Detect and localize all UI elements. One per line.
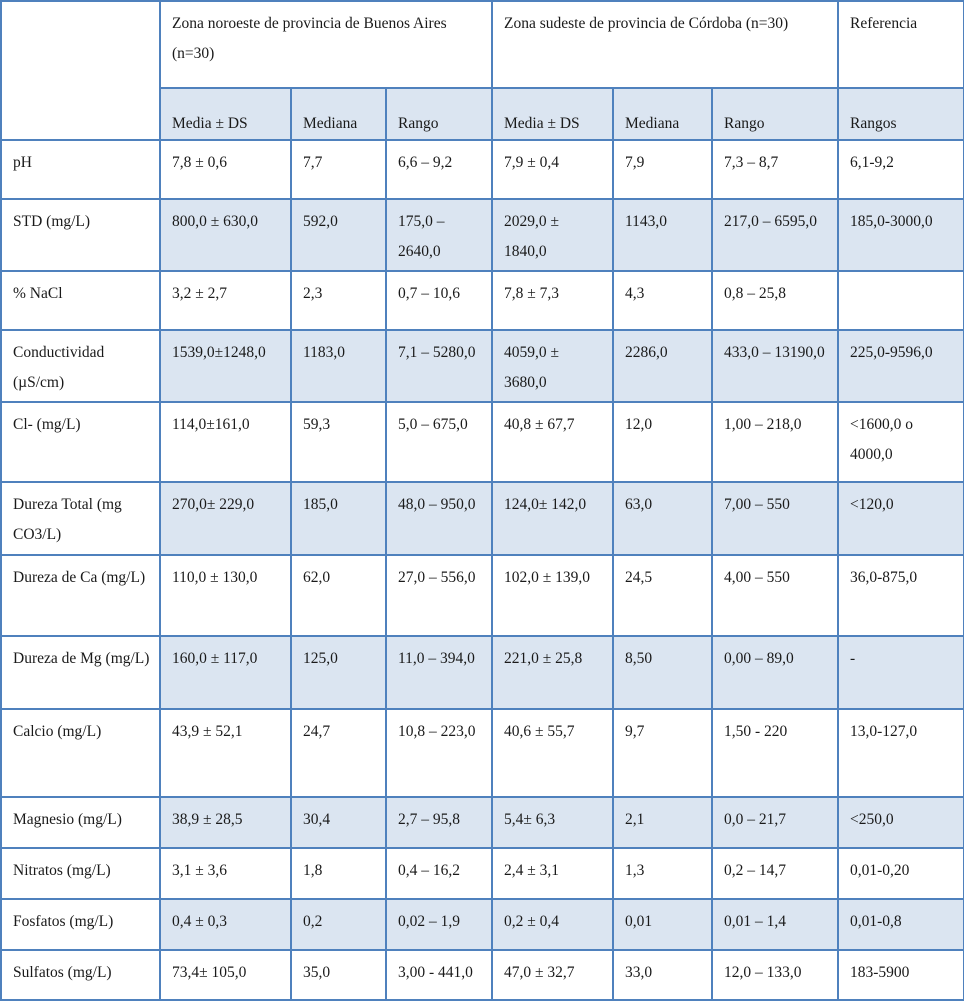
cell-co-mediana: 2,1 <box>613 797 712 848</box>
cell-ba-rango: 3,00 - 441,0 <box>386 950 492 1000</box>
row-label: % NaCl <box>1 271 160 330</box>
cell-co-media: 2029,0 ± 1840,0 <box>492 199 613 271</box>
cell-ba-media: 73,4± 105,0 <box>160 950 291 1000</box>
row-label: Magnesio (mg/L) <box>1 797 160 848</box>
table-row <box>1 709 964 797</box>
cell-ba-rango: 7,1 – 5280,0 <box>386 330 492 402</box>
subheader-ref-rangos: Rangos <box>838 88 964 140</box>
cell-ba-rango: 27,0 – 556,0 <box>386 555 492 636</box>
cell-co-media: 5,4± 6,3 <box>492 797 613 848</box>
cell-ba-mediana: 30,4 <box>291 797 386 848</box>
cell-co-rango: 1,00 – 218,0 <box>712 402 838 482</box>
cell-co-media: 40,6 ± 55,7 <box>492 709 613 797</box>
cell-co-mediana: 12,0 <box>613 402 712 482</box>
row-label: Calcio (mg/L) <box>1 709 160 797</box>
cell-co-rango: 7,00 – 550 <box>712 482 838 555</box>
table-row <box>1 899 964 950</box>
cell-co-rango: 1,50 - 220 <box>712 709 838 797</box>
row-label: Cl- (mg/L) <box>1 402 160 482</box>
cell-co-rango: 0,0 – 21,7 <box>712 797 838 848</box>
cell-ref <box>838 271 964 330</box>
cell-ba-mediana: 0,2 <box>291 899 386 950</box>
row-label: Fosfatos (mg/L) <box>1 899 160 950</box>
cell-ba-rango: 11,0 – 394,0 <box>386 636 492 709</box>
subheader-co-media: Media ± DS <box>492 88 613 140</box>
cell-co-mediana: 1,3 <box>613 848 712 899</box>
cell-co-mediana: 0,01 <box>613 899 712 950</box>
cell-ba-mediana: 7,7 <box>291 140 386 199</box>
cell-ba-rango: 10,8 – 223,0 <box>386 709 492 797</box>
table-row <box>1 636 964 709</box>
table-row <box>1 555 964 636</box>
cell-ba-media: 38,9 ± 28,5 <box>160 797 291 848</box>
cell-ba-media: 43,9 ± 52,1 <box>160 709 291 797</box>
subheader-ba-rango: Rango <box>386 88 492 140</box>
cell-ba-rango: 48,0 – 950,0 <box>386 482 492 555</box>
cell-co-mediana: 2286,0 <box>613 330 712 402</box>
cell-ref: 183-5900 <box>838 950 964 1000</box>
cell-ba-rango: 2,7 – 95,8 <box>386 797 492 848</box>
cell-ba-media: 160,0 ± 117,0 <box>160 636 291 709</box>
cell-ba-media: 800,0 ± 630,0 <box>160 199 291 271</box>
cell-ba-rango: 0,7 – 10,6 <box>386 271 492 330</box>
cell-co-media: 7,8 ± 7,3 <box>492 271 613 330</box>
cell-co-media: 0,2 ± 0,4 <box>492 899 613 950</box>
cell-co-rango: 0,8 – 25,8 <box>712 271 838 330</box>
cell-ref: <1600,0 o 4000,0 <box>838 402 964 482</box>
cell-co-media: 4059,0 ± 3680,0 <box>492 330 613 402</box>
cell-co-rango: 0,01 – 1,4 <box>712 899 838 950</box>
cell-co-mediana: 9,7 <box>613 709 712 797</box>
subheader-ba-mediana: Mediana <box>291 88 386 140</box>
cell-co-mediana: 4,3 <box>613 271 712 330</box>
cell-ba-media: 0,4 ± 0,3 <box>160 899 291 950</box>
cell-co-media: 40,8 ± 67,7 <box>492 402 613 482</box>
table-row <box>1 330 964 402</box>
cell-ref: 225,0-9596,0 <box>838 330 964 402</box>
cell-co-mediana: 24,5 <box>613 555 712 636</box>
cell-ba-media: 7,8 ± 0,6 <box>160 140 291 199</box>
cell-ref: 0,01-0,8 <box>838 899 964 950</box>
row-label: Conductividad (µS/cm) <box>1 330 160 402</box>
cell-ref: - <box>838 636 964 709</box>
cell-ba-media: 110,0 ± 130,0 <box>160 555 291 636</box>
cell-co-media: 124,0± 142,0 <box>492 482 613 555</box>
cell-co-rango: 7,3 – 8,7 <box>712 140 838 199</box>
cell-ref: 0,01-0,20 <box>838 848 964 899</box>
cell-ba-rango: 175,0 – 2640,0 <box>386 199 492 271</box>
table-row <box>1 950 964 1000</box>
table-row <box>1 140 964 199</box>
row-label: Dureza de Mg (mg/L) <box>1 636 160 709</box>
table-row <box>1 482 964 555</box>
cell-ba-mediana: 1,8 <box>291 848 386 899</box>
cell-co-rango: 4,00 – 550 <box>712 555 838 636</box>
cell-co-rango: 433,0 – 13190,0 <box>712 330 838 402</box>
row-label: STD (mg/L) <box>1 199 160 271</box>
cell-co-rango: 0,2 – 14,7 <box>712 848 838 899</box>
cell-ba-mediana: 592,0 <box>291 199 386 271</box>
cell-co-rango: 0,00 – 89,0 <box>712 636 838 709</box>
row-label: Nitratos (mg/L) <box>1 848 160 899</box>
header-referencia: Referencia <box>838 1 964 88</box>
cell-ref: 36,0-875,0 <box>838 555 964 636</box>
cell-ref: 13,0-127,0 <box>838 709 964 797</box>
table-row <box>1 271 964 330</box>
cell-ba-mediana: 185,0 <box>291 482 386 555</box>
cell-ba-mediana: 35,0 <box>291 950 386 1000</box>
subheader-ba-media: Media ± DS <box>160 88 291 140</box>
cell-co-mediana: 33,0 <box>613 950 712 1000</box>
row-label: Sulfatos (mg/L) <box>1 950 160 1000</box>
cell-ref: <120,0 <box>838 482 964 555</box>
row-label: Dureza de Ca (mg/L) <box>1 555 160 636</box>
table-row <box>1 848 964 899</box>
cell-ba-rango: 0,02 – 1,9 <box>386 899 492 950</box>
cell-co-mediana: 7,9 <box>613 140 712 199</box>
row-label: Dureza Total (mg CO3/L) <box>1 482 160 555</box>
cell-co-media: 221,0 ± 25,8 <box>492 636 613 709</box>
table-row <box>1 797 964 848</box>
table-row <box>1 402 964 482</box>
cell-co-mediana: 1143,0 <box>613 199 712 271</box>
subheader-co-rango: Rango <box>712 88 838 140</box>
cell-ba-media: 3,2 ± 2,7 <box>160 271 291 330</box>
cell-ba-mediana: 1183,0 <box>291 330 386 402</box>
header-cordoba: Zona sudeste de provincia de Córdoba (n=30) <box>492 1 838 88</box>
cell-co-rango: 12,0 – 133,0 <box>712 950 838 1000</box>
cell-co-media: 102,0 ± 139,0 <box>492 555 613 636</box>
header-row <box>1 1 964 88</box>
cell-ba-mediana: 24,7 <box>291 709 386 797</box>
cell-ba-media: 114,0±161,0 <box>160 402 291 482</box>
cell-ba-media: 1539,0±1248,0 <box>160 330 291 402</box>
cell-co-media: 2,4 ± 3,1 <box>492 848 613 899</box>
cell-ba-mediana: 125,0 <box>291 636 386 709</box>
cell-ba-media: 270,0± 229,0 <box>160 482 291 555</box>
table-row <box>1 199 964 271</box>
row-label: pH <box>1 140 160 199</box>
corner-cell <box>1 1 160 140</box>
cell-ba-mediana: 2,3 <box>291 271 386 330</box>
cell-ba-rango: 0,4 – 16,2 <box>386 848 492 899</box>
cell-co-media: 7,9 ± 0,4 <box>492 140 613 199</box>
cell-ba-rango: 5,0 – 675,0 <box>386 402 492 482</box>
cell-co-rango: 217,0 – 6595,0 <box>712 199 838 271</box>
cell-ba-rango: 6,6 – 9,2 <box>386 140 492 199</box>
cell-co-mediana: 63,0 <box>613 482 712 555</box>
subheader-co-mediana: Mediana <box>613 88 712 140</box>
cell-co-media: 47,0 ± 32,7 <box>492 950 613 1000</box>
cell-ref: 6,1-9,2 <box>838 140 964 199</box>
cell-ref: 185,0-3000,0 <box>838 199 964 271</box>
cell-ref: <250,0 <box>838 797 964 848</box>
cell-ba-mediana: 62,0 <box>291 555 386 636</box>
cell-co-mediana: 8,50 <box>613 636 712 709</box>
header-buenos-aires: Zona noroeste de provincia de Buenos Aires (n=30) <box>160 1 492 88</box>
cell-ba-mediana: 59,3 <box>291 402 386 482</box>
cell-ba-media: 3,1 ± 3,6 <box>160 848 291 899</box>
